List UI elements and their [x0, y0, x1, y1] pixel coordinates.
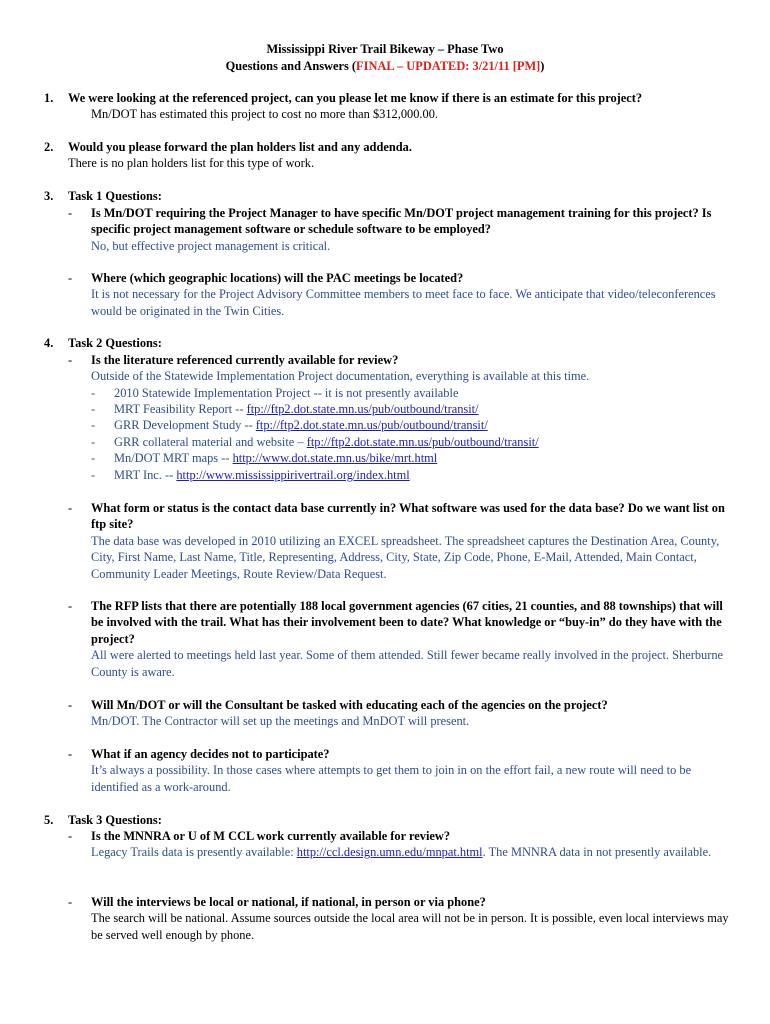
- q3-number: 3.: [44, 189, 54, 203]
- lit-bullet-mrt-maps: Mn/DOT MRT maps -- http://www.dot.state.mn.us/bike/mrt.html: [114, 451, 438, 465]
- q4-agency-answer: It’s always a possibility. In those cases where attempts to get them to join in on the effort fail, a new route will need to be identified as a work-around.: [91, 763, 692, 794]
- document-title: Mississippi River Trail Bikeway – Phase Two: [266, 42, 504, 56]
- q4-agency: [91, 746, 731, 795]
- q3-item1-question: Is Mn/DOT requiring the Project Manager to have specific Mn/DOT project management training for this project? Is specific project management software or schedule software to be employed?: [91, 206, 712, 237]
- task1-heading: Task 1 Questions:: [68, 189, 162, 203]
- q3-item1: [91, 205, 731, 254]
- q4-lit-intro: Outside of the Statewide Implementation Project documentation, everything is available at this time.: [91, 369, 590, 384]
- q5-mnnra-question: Is the MNNRA or U of M CCL work currently available for review?: [91, 829, 451, 843]
- lit-bullet-grr-collateral: GRR collateral material and website – ftp://ftp2.dot.state.mn.us/pub/outbound/transit/: [114, 435, 539, 449]
- lit-bullet-mrt-inc: MRT Inc. -- http://www.mississippirivertrail.org/index.html: [114, 468, 410, 482]
- q4-edu-question: Will Mn/DOT or will the Consultant be tasked with educating each of the agencies on the project?: [91, 698, 608, 712]
- q5-interviews: [91, 894, 731, 943]
- final-updated-label: FINAL – UPDATED: 3/21/11 [PM]: [356, 59, 541, 73]
- q2-answer: There is no plan holders list for this type of work.: [68, 156, 315, 171]
- q4-edu-dash: -: [68, 698, 73, 712]
- lit-bullet-statewide: 2010 Statewide Implementation Project -- it is not presently available: [114, 386, 459, 400]
- q4-db: [91, 500, 731, 582]
- document-subtitle: Questions and Answers (FINAL – UPDATED: 3/21/11 [PM]): [225, 59, 545, 73]
- q2-question: Would you please forward the plan holders list and any addenda.: [68, 140, 412, 154]
- q3-item2-dash: -: [68, 271, 73, 285]
- q2-number: 2.: [44, 140, 54, 154]
- q5-mnnra: [91, 828, 731, 861]
- lit-bullet-dash: -: [91, 402, 96, 416]
- q3-item1-answer: No, but effective project management is critical.: [91, 238, 331, 253]
- q4-agency-question: What if an agency decides not to participate?: [91, 747, 330, 761]
- q4-db-question: What form or status is the contact data base currently in? What software was used for the data base? Do we want list on ftp site?: [91, 501, 725, 532]
- q5-mnnra-dash: -: [68, 829, 73, 843]
- q1-question: We were looking at the referenced project, can you please let me know if there is an estimate for this project?: [68, 91, 643, 105]
- lit-bullet-dash: -: [91, 386, 96, 400]
- q4-rfp: [91, 598, 731, 680]
- ftp-transit-link[interactable]: ftp://ftp2.dot.state.mn.us/pub/outbound/transit/: [306, 435, 539, 449]
- q5-number: 5.: [44, 813, 54, 827]
- q3-item1-dash: -: [68, 206, 73, 220]
- q5-interviews-answer: The search will be national. Assume sources outside the local area will not be in person. It is possible, even local interviews may be served well enough by phone.: [91, 911, 729, 942]
- q4-lit-question: Is the literature referenced currently available for review?: [91, 353, 399, 367]
- q2-block: [68, 139, 728, 172]
- q5-interviews-dash: -: [68, 895, 73, 909]
- lit-bullet-dash: -: [91, 451, 96, 465]
- q4-lit: [91, 352, 731, 385]
- q4-rfp-answer: All were alerted to meetings held last year. Some of them attended. Still fewer became really involved in the project. Sherburne County is aware.: [91, 648, 724, 679]
- q1-answer: Mn/DOT has estimated this project to cost no more than $312,000.00.: [91, 107, 439, 122]
- mrt-maps-link[interactable]: http://www.dot.state.mn.us/bike/mrt.html: [232, 451, 438, 465]
- ftp-transit-link[interactable]: ftp://ftp2.dot.state.mn.us/pub/outbound/transit/: [255, 418, 488, 432]
- ccl-mnpat-link[interactable]: http://ccl.design.umn.edu/mnpat.html: [296, 845, 483, 860]
- q1-number: 1.: [44, 91, 54, 105]
- q4-number: 4.: [44, 336, 54, 350]
- q4-edu-answer: Mn/DOT. The Contractor will set up the meetings and MnDOT will present.: [91, 714, 470, 729]
- q4-db-answer: The data base was developed in 2010 utilizing an EXCEL spreadsheet. The spreadsheet captures the Destination Area, County, City, First Name, Last Name, Title, Representing, Address, City, State, Zip Code, Phone, E-Mail, Attended, Main Contact, Community Leader Meetings, Route Review/Data Request.: [91, 533, 720, 581]
- q1-block: [68, 90, 728, 123]
- task2-heading: Task 2 Questions:: [68, 336, 162, 350]
- lit-bullet-dash: -: [91, 435, 96, 449]
- task3-heading: Task 3 Questions:: [68, 813, 162, 827]
- q5-interviews-question: Will the interviews be local or national, if national, in person or via phone?: [91, 895, 486, 909]
- q4-lit-dash: -: [68, 353, 73, 367]
- lit-bullet-mrt-feasibility: MRT Feasibility Report -- ftp://ftp2.dot.state.mn.us/pub/outbound/transit/: [114, 402, 479, 416]
- lit-bullet-dash: -: [91, 468, 96, 482]
- q5-mnnra-answer: Legacy Trails data is presently available: http://ccl.design.umn.edu/mnpat.html. The MNNRA data in not presently available.: [91, 845, 712, 860]
- q3-item2-answer: It is not necessary for the Project Advisory Committee members to meet face to face. We anticipate that video/teleconferences would be originated in the Twin Cities.: [91, 287, 716, 318]
- mrt-inc-link[interactable]: http://www.mississippirivertrail.org/index.html: [176, 468, 410, 482]
- lit-bullet-dash: -: [91, 418, 96, 432]
- q4-rfp-question: The RFP lists that there are potentially 188 local government agencies (67 cities, 21 counties, and 88 townships) that will be involved with the trail. What has their involvement been to date? What knowledge or “buy-in” do they have with the project?: [91, 599, 723, 646]
- q4-rfp-dash: -: [68, 599, 73, 613]
- q3-item2: [91, 270, 731, 319]
- lit-bullet-grr-development: GRR Development Study -- ftp://ftp2.dot.state.mn.us/pub/outbound/transit/: [114, 418, 488, 432]
- q4-edu: [91, 697, 731, 730]
- q4-agency-dash: -: [68, 747, 73, 761]
- q4-db-dash: -: [68, 501, 73, 515]
- q3-item2-question: Where (which geographic locations) will the PAC meetings be located?: [91, 271, 464, 285]
- ftp-transit-link[interactable]: ftp://ftp2.dot.state.mn.us/pub/outbound/transit/: [246, 402, 479, 416]
